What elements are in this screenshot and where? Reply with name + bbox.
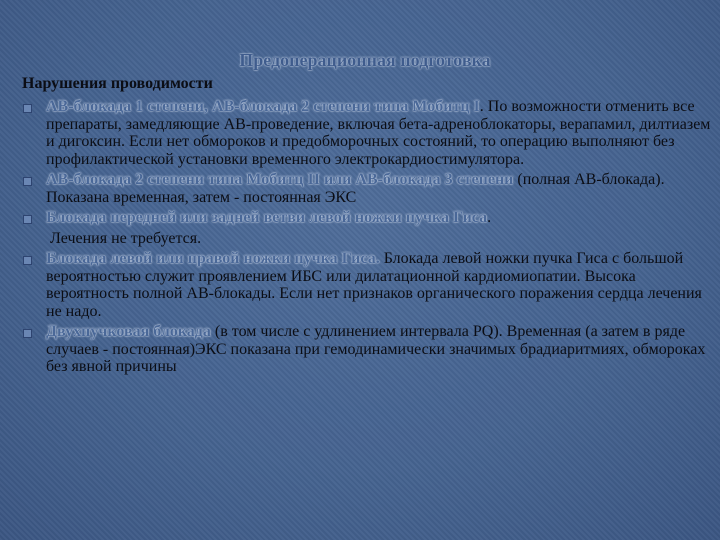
square-bullet-icon (23, 329, 32, 338)
item-text: (в том числе с удлинением интервала PQ). Временная (а затем в ряде случаев - постоянная)ЭКС показана при гемодинамически значимых брадиаритмиях, обмороках без явной причины (46, 323, 706, 375)
continuation-note: Лечения не требуется. (50, 229, 202, 247)
square-bullet-icon (23, 177, 32, 186)
item-highlight: Блокада передней или задней ветви левой ножки пучка Гиса (46, 209, 488, 226)
item-text: . По возможности отменить все препараты, замедляющие АВ-проведение, включая бета-адреноблокаторы, верапамил, дилтиазем и дигоксин. Если нет обмороков и предобморочных состояний, то операцию выполняют без профилактической установки временного электрокардиостимулятора. (46, 98, 711, 168)
square-bullet-icon (23, 256, 32, 265)
item-highlight: АВ-блокада 2 степени типа Мобитц II или АВ-блокада 3 степени (46, 171, 514, 188)
list-item (22, 171, 714, 206)
square-bullet-icon (23, 215, 32, 224)
section-heading: Нарушения проводимости (22, 75, 213, 92)
list-item (22, 209, 714, 227)
item-text: (полная АВ-блокада). Показана временная, затем - постоянная ЭКС (46, 171, 665, 206)
square-bullet-icon (23, 104, 32, 113)
bullet-list (22, 98, 714, 379)
item-text: . (487, 209, 492, 226)
item-highlight: АВ-блокада 1 степени, АВ-блокада 2 степени типа Мобитц I (46, 98, 480, 115)
list-item (22, 323, 714, 376)
item-text: Блокада левой ножки пучка Гиса с большой вероятностью служит проявлением ИБС или дилатационной кардиомиопатии. Высока вероятность полной АВ-блокады. Если нет признаков органического поражения сердца лечения не надо. (46, 250, 702, 320)
list-item (22, 250, 714, 320)
slide-title: Предоперационная подготовка (239, 50, 491, 70)
item-highlight: Двухпучковая блокада (46, 323, 211, 340)
list-item (22, 98, 714, 168)
item-highlight: Блокада левой или правой ножки пучка Гиса. (46, 250, 380, 267)
